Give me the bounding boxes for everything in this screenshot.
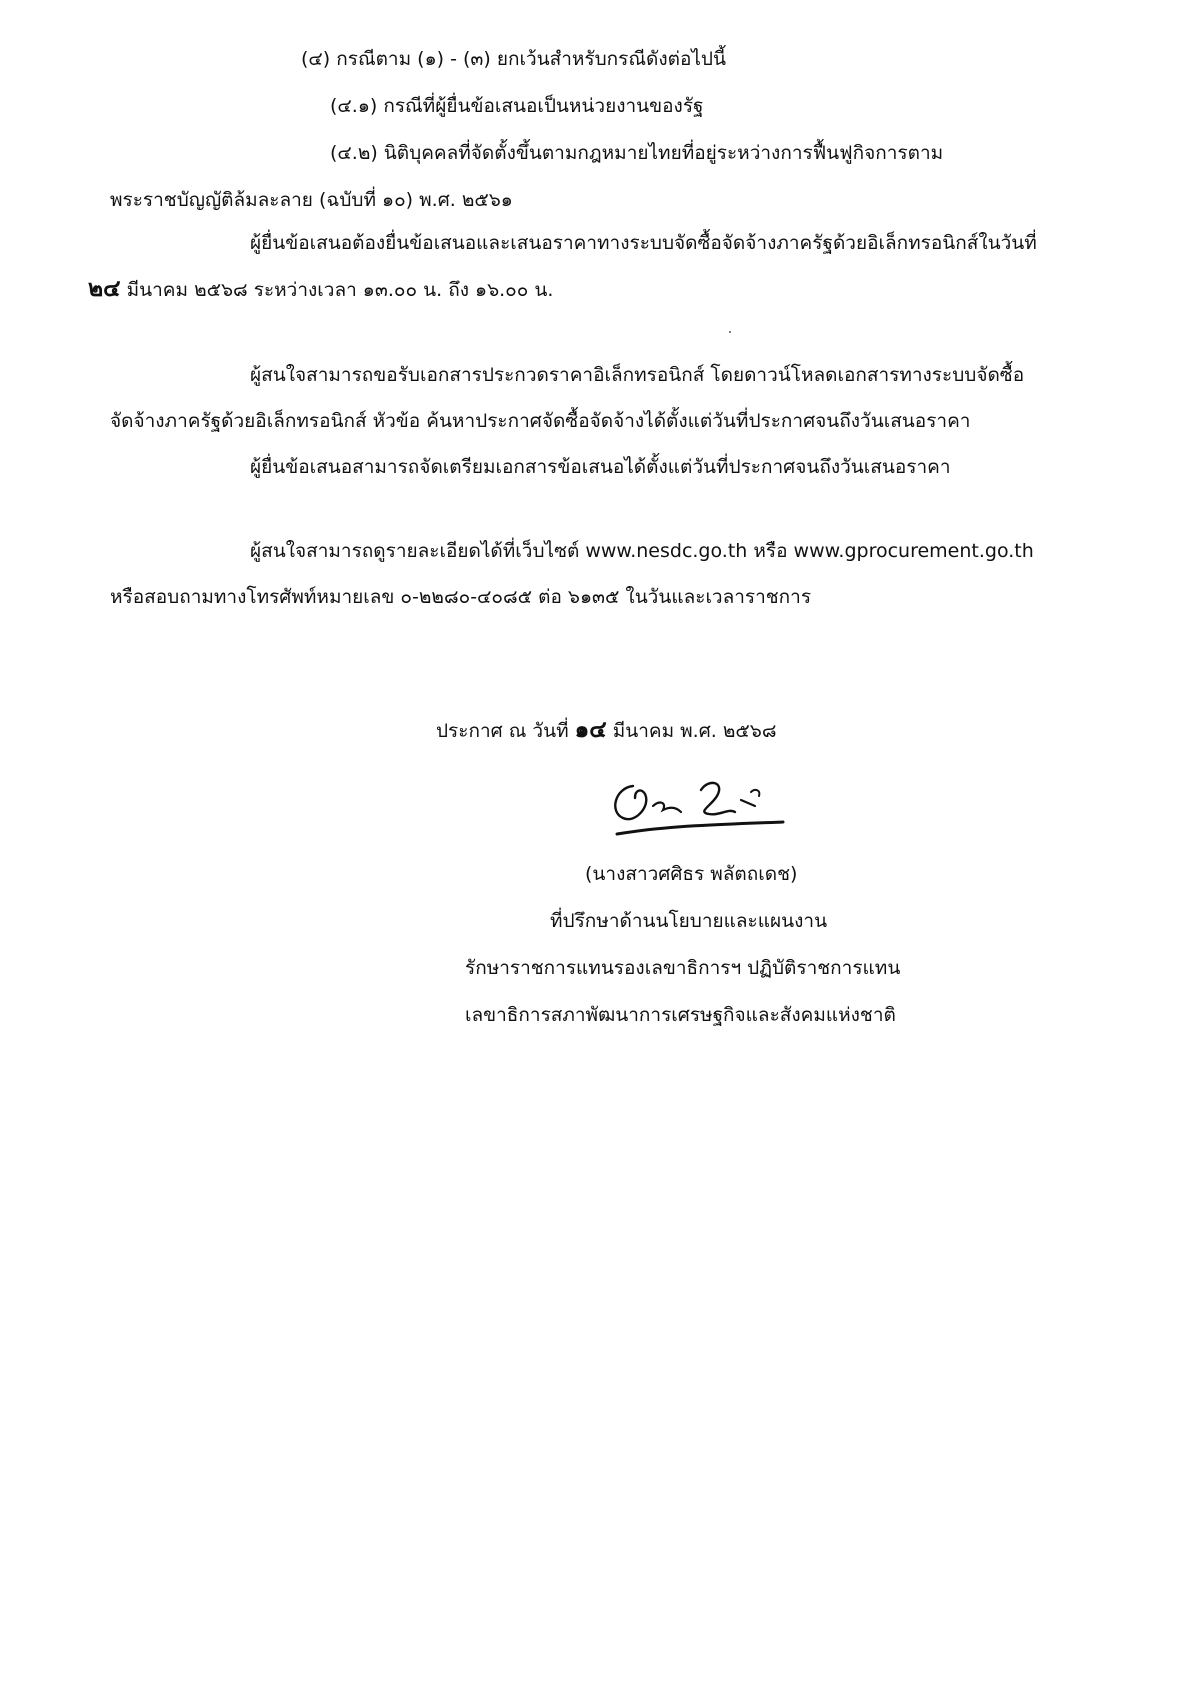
signatory-title-3: เลขาธิการสภาพัฒนาการเศรษฐกิจและสังคมแห่งชาติ	[465, 1004, 896, 1026]
announcement-date	[436, 715, 777, 746]
documents-line-3: ผู้ยื่นข้อเสนอสามารถจัดเตรียมเอกสารข้อเสนอได้ตั้งแต่วันที่ประกาศจนถึงวันเสนอราคา	[250, 456, 951, 478]
submission-day: ๒๔	[88, 276, 121, 302]
condition-4-2: (๔.๒) นิติบุคคลที่จัดตั้งขึ้นตามกฎหมายไทยที่อยู่ระหว่างการฟื้นฟูกิจการตาม	[330, 142, 944, 164]
signatory-title-2: รักษาราชการแทนรองเลขาธิการฯ ปฏิบัติราชการแทน	[465, 957, 901, 979]
signatory-title-1: ที่ปรึกษาด้านนโยบายและแผนงาน	[550, 910, 828, 932]
condition-4-2-continued: พระราชบัญญัติล้มละลาย (ฉบับที่ ๑๐) พ.ศ. ๒๕๖๑	[110, 189, 513, 211]
scan-speck	[729, 331, 731, 333]
submission-date-line	[88, 274, 553, 305]
contact-line-1: ผู้สนใจสามารถดูรายละเอียดได้ที่เว็บไซต์ www.nesdc.go.th หรือ www.gprocurement.go.th	[250, 540, 1034, 562]
submission-line: ผู้ยื่นข้อเสนอต้องยื่นข้อเสนอและเสนอราคาทางระบบจัดซื้อจัดจ้างภาครัฐด้วยอิเล็กทรอนิกส์ในวันที่	[250, 232, 1037, 254]
announcement-prefix: ประกาศ ณ วันที่	[436, 720, 569, 742]
signatory-name: (นางสาวศศิธร พลัตถเดช)	[585, 863, 798, 885]
contact-line-2: หรือสอบถามทางโทรศัพท์หมายเลข ๐-๒๒๘๐-๔๐๘๕ ต่อ ๖๑๓๕ ในวันและเวลาราชการ	[110, 586, 812, 608]
announcement-suffix: มีนาคม พ.ศ. ๒๕๖๘	[612, 720, 777, 742]
submission-date-rest: มีนาคม ๒๕๖๘ ระหว่างเวลา ๑๓.๐๐ น. ถึง ๑๖.๐๐ น.	[126, 279, 554, 301]
announcement-day: ๑๔	[574, 717, 607, 743]
documents-line-1: ผู้สนใจสามารถขอรับเอกสารประกวดราคาอิเล็กทรอนิกส์ โดยดาวน์โหลดเอกสารทางระบบจัดซื้อ	[250, 364, 1025, 386]
documents-line-2: จัดจ้างภาครัฐด้วยอิเล็กทรอนิกส์ หัวข้อ ค้นหาประกาศจัดซื้อจัดจ้างได้ตั้งแต่วันที่ประกาศจนถึงวันเสนอราคา	[110, 410, 971, 432]
handwritten-signature	[605, 772, 795, 842]
condition-4-1: (๔.๑) กรณีที่ผู้ยื่นข้อเสนอเป็นหน่วยงานของรัฐ	[330, 95, 704, 117]
condition-4: (๔) กรณีตาม (๑) - (๓) ยกเว้นสำหรับกรณีดังต่อไปนี้	[301, 48, 726, 70]
